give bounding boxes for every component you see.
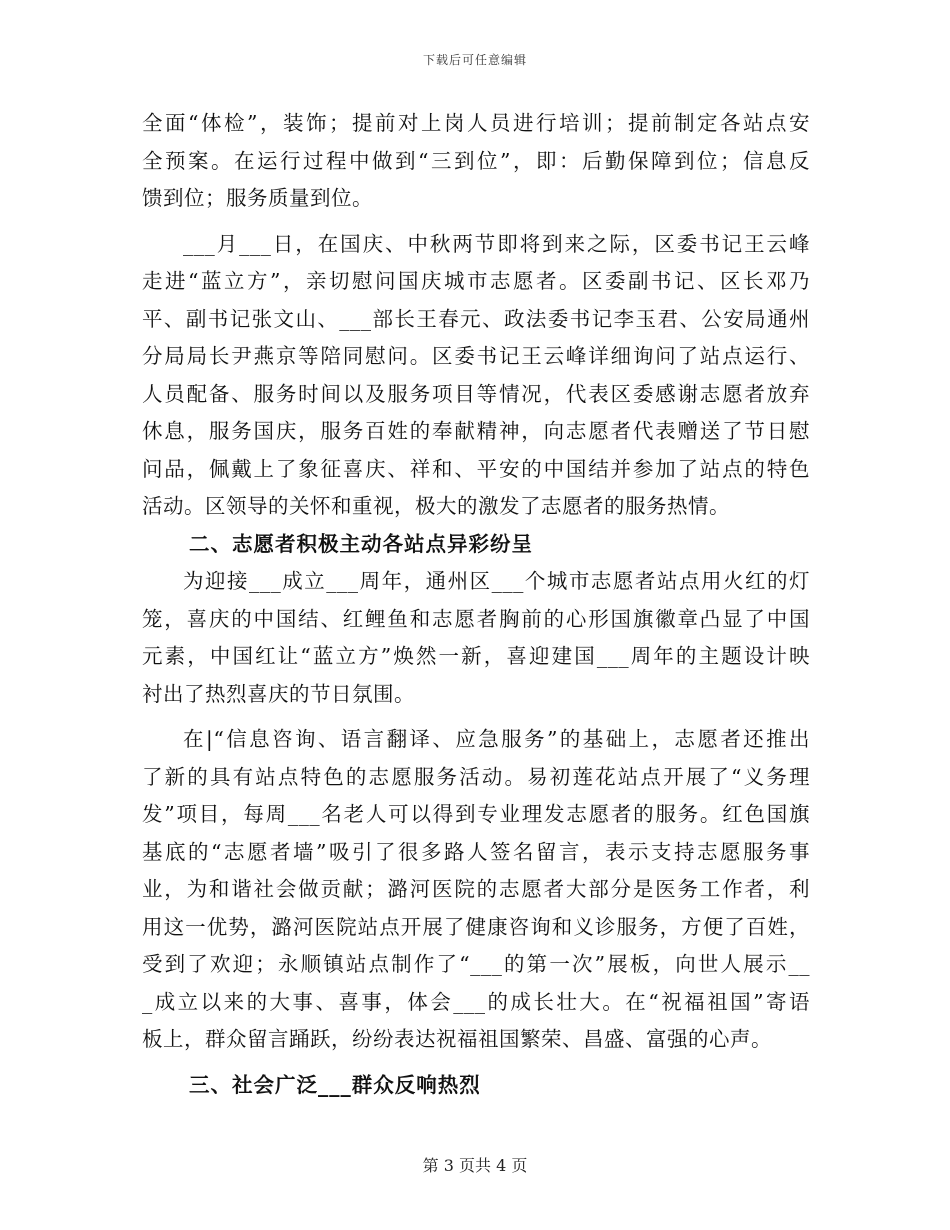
text-line: 为迎接___成立___周年，通州区___个城市志愿者站点用火红的灯 xyxy=(183,569,810,593)
text-line: 元素，中国红让“蓝立方”焕然一新，喜迎建国___周年的主题设计映 xyxy=(142,644,810,668)
header-note: 下载后可任意编辑 xyxy=(422,53,527,67)
text-line: 用这一优势，潞河医院站点开展了健康咨询和义诊服务，方便了百姓， xyxy=(142,914,810,939)
text-line: 在|“信息咨询、语言翻译、应急服务”的基础上，志愿者还推出 xyxy=(183,727,810,751)
text-line: 全预案。在运行过程中做到“三到位”，即：后勤保障到位；信息反 xyxy=(142,148,810,173)
text-line: 业，为和谐社会做贡献；潞河医院的志愿者大部分是医务工作者，利 xyxy=(142,877,810,901)
text-line: 基底的“志愿者墙”吸引了很多路人签名留言，表示支持志愿服务事 xyxy=(142,839,810,864)
text-line: 笼，喜庆的中国结、红鲤鱼和志愿者胸前的心形国旗徽章凸显了中国 xyxy=(142,606,810,631)
text-line: 走进“蓝立方”，亲切慰问国庆城市志愿者。区委副书记、区长邓乃 xyxy=(142,269,810,293)
text-line: 发”项目，每周___名老人可以得到专业理发志愿者的服务。红色国旗 xyxy=(142,802,810,826)
text-line: 休息，服务国庆，服务百姓的奉献精神，向志愿者代表赠送了节日慰 xyxy=(142,419,810,443)
text-line: 了新的具有站点特色的志愿服务活动。易初莲花站点开展了“义务理 xyxy=(142,764,810,789)
text-line: 馈到位；服务质量到位。 xyxy=(142,186,373,210)
page-number: 第 3 页共 4 页 xyxy=(422,1156,528,1175)
text-line: 人员配备、服务时间以及服务项目等情况，代表区委感谢志愿者放弃 xyxy=(142,381,810,406)
text-line: 活动。区领导的关怀和重视，极大的激发了志愿者的服务热情。 xyxy=(142,494,730,518)
text-line: 问品，佩戴上了象征喜庆、祥和、平安的中国结并参加了站点的特色 xyxy=(142,456,810,481)
text-line: 全面“体检”，装饰；提前对上岗人员进行培训；提前制定各站点安 xyxy=(142,111,810,135)
paragraph-3 xyxy=(142,563,810,713)
section-heading: 三、社会广泛___群众反响热烈 xyxy=(189,1072,481,1097)
text-line: 分局局长尹燕京等陪同慰问。区委书记王云峰详细询问了站点运行、 xyxy=(142,344,810,368)
text-line: ___月___日，在国庆、中秋两节即将到来之际，区委书记王云峰 xyxy=(183,231,810,256)
section-heading: 二、志愿者积极主动各站点异彩纷呈 xyxy=(189,531,533,556)
paragraph-4 xyxy=(142,721,810,1059)
text-line: 衬出了热烈喜庆的节日氛围。 xyxy=(142,681,415,706)
paragraph-2 xyxy=(142,226,810,526)
text-line: _成立以来的大事、喜事，体会___的成长壮大。在“祝福祖国”寄语 xyxy=(142,989,810,1014)
text-line: 板上，群众留言踊跃，纷纷表达祝福祖国繁荣、昌盛、富强的心声。 xyxy=(142,1027,772,1051)
text-line: 受到了欢迎；永顺镇站点制作了“___的第一次”展板，向世人展示__ xyxy=(142,952,810,976)
document-body xyxy=(142,105,810,1104)
text-line: 平、副书记张文山、___部长王春元、政法委书记李玉君、公安局通州 xyxy=(142,306,810,331)
paragraph-1 xyxy=(142,105,810,218)
